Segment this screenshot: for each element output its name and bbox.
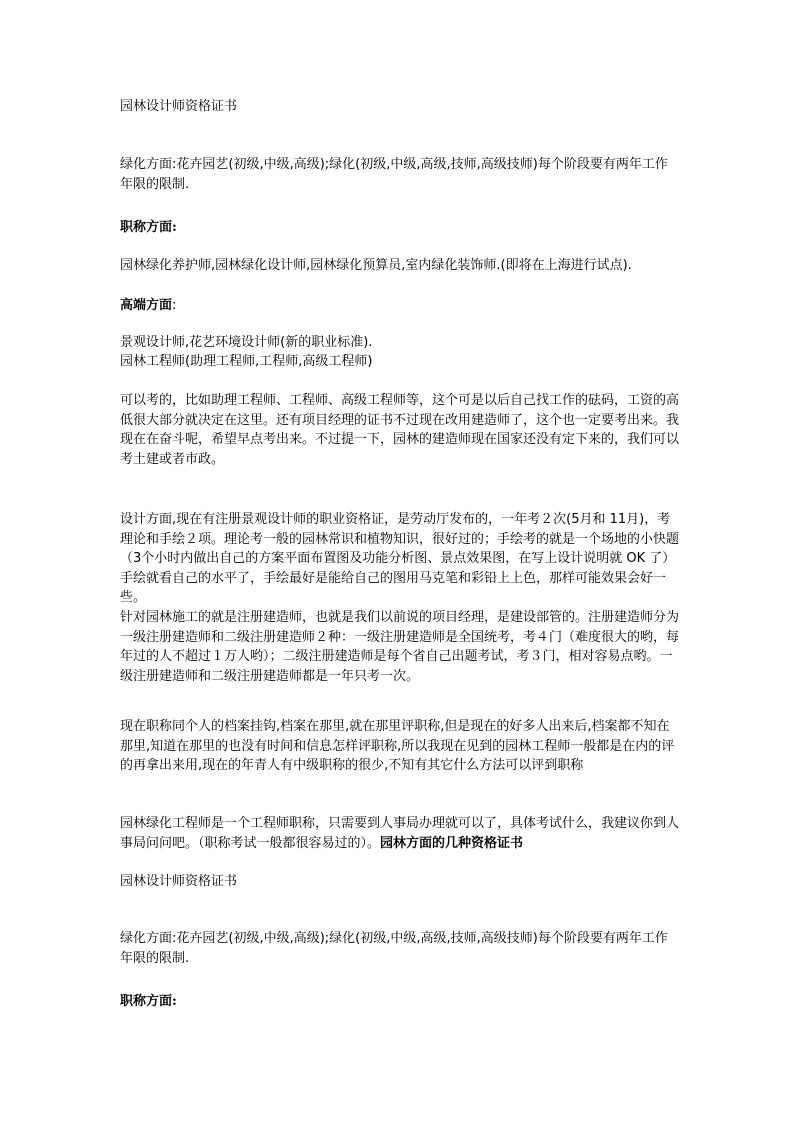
paragraph-landscape-designer: 景观设计师,花艺环境设计师(新的职业标准). bbox=[120, 335, 373, 350]
paragraph-archives: 现在职称同个人的档案挂钩,档案在那里,就在那里评职称,但是现在的好多人出来后,档案都不知在那里,知道在那里的也没有时间和信息怎样评职称,所以我现在见到的园林工程师一般都是在内的评的再拿出来用,现在的年青人有中级职称的很少,不知有其它什么方法可以评到职称 bbox=[120, 719, 675, 773]
paragraph-title: 园林设计师资格证书 bbox=[120, 99, 238, 114]
paragraph-greening-repeat: 绿化方面:花卉园艺(初级,中级,高级);绿化(初级,中级,高级,技师,高级技师)每个阶段要有两年工作年限的限制. bbox=[120, 931, 668, 966]
paragraph-landscape-engineer: 园林工程师(助理工程师,工程师,高级工程师) bbox=[120, 354, 373, 369]
heading-title-category: 职称方面: bbox=[120, 220, 177, 235]
paragraph-title-types: 园林绿化养护师,园林绿化设计师,园林绿化预算员,室内绿化装饰师.(即将在上海进行试点). bbox=[120, 258, 632, 273]
heading-high-end bbox=[120, 296, 680, 316]
paragraph-construction: 针对园林施工的就是注册建造师，也就是我们以前说的项目经理，是建设部管的。注册建造师分为一级注册建造师和二级注册建造师２种：一级注册建造师是全国统考，考４门（难度很大的哟，每年过的人不超过１万人哟）；二级注册建造师是每个省自己出题考试，考３门，相对容易点哟。一级注册建造师和二级注册建造师都是一年只考一次。 bbox=[120, 610, 680, 684]
heading-high-end-colon: : bbox=[172, 298, 177, 313]
paragraph-engineer bbox=[120, 814, 680, 853]
heading-title-category-repeat: 职称方面: bbox=[120, 994, 177, 1009]
paragraph-title-repeat: 园林设计师资格证书 bbox=[120, 874, 238, 889]
paragraph-greening: 绿化方面:花卉园艺(初级,中级,高级);绿化(初级,中级,高级,技师,高级技师)每个阶段要有两年工作年限的限制. bbox=[120, 157, 668, 192]
paragraph-engineer-text: 园林绿化工程师是一个工程师职称，只需要到人事局办理就可以了，具体考试什么，我建议你到人事局问问吧。（职称考试一般都很容易过的）。 bbox=[120, 816, 680, 851]
heading-high-end-text: 高端方面 bbox=[120, 298, 173, 313]
paragraph-design: 设计方面,现在有注册景观设计师的职业资格证，是劳动厅发布的，一年考２次(5月和 11月)，考理论和手绘２项。理论考一般的园林常识和植物知识，很好过的；手绘考的就是一个场地的小快题（3个小时内做出自己的方案平面布置图及功能分析图、景点效果图，在写上设计说明就 OK 了）手绘就看自己的水平了，手绘最好是能给自己的图用马克笔和彩铅上上色，那样可能效果会好一些。 bbox=[120, 512, 680, 605]
paragraph-engineer-bold: 园林方面的几种资格证书 bbox=[380, 835, 524, 851]
paragraph-exams: 可以考的，比如助理工程师、工程师、高级工程师等，这个可是以后自己找工作的砝码，工资的高低很大部分就决定在这里。还有项目经理的证书不过现在改用建造师了，这个也一定要考出来。我现在在奋斗呢，希望早点考出来。不过提一下，园林的建造师现在国家还没有定下来的，我们可以考土建或者市政。 bbox=[120, 393, 680, 467]
